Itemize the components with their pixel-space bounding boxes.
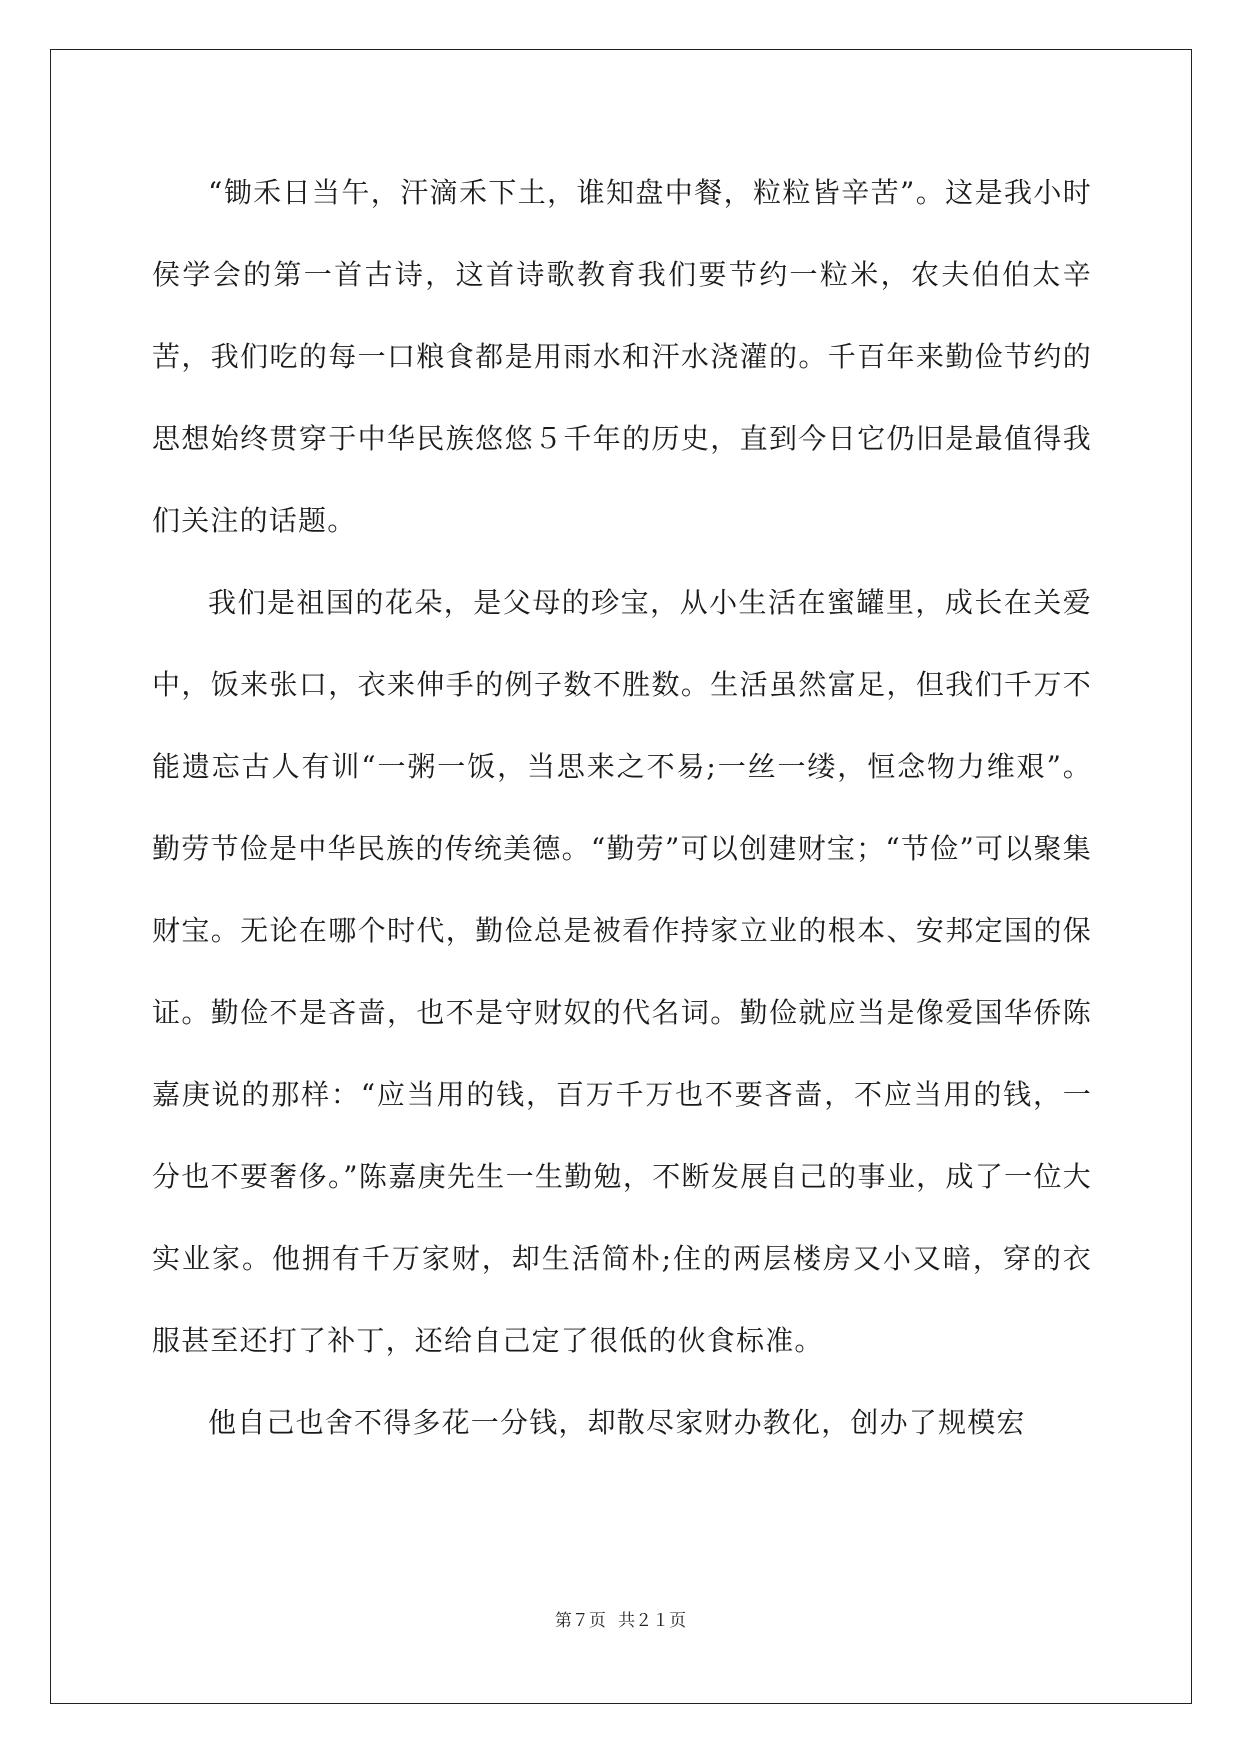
paragraph-2: 我们是祖国的花朵，是父母的珍宝，从小生活在蜜罐里，成长在关爱中，饭来张口，衣来伸手的例子数不胜数。生活虽然富足，但我们千万不能遗忘古人有训“一粥一饭，当思来之不易;一丝一缕，恒念物力维艰”。勤劳节俭是中华民族的传统美德。“勤劳”可以创建财宝；“节俭”可以聚集财宝。无论在哪个时代，勤俭总是被看作持家立业的根本、安邦定国的保证。勤俭不是吝啬，也不是守财奴的代名词。勤俭就应当是像爱国华侨陈嘉庚说的那样：“应当用的钱，百万千万也不要吝啬，不应当用的钱，一分也不要奢侈。”陈嘉庚先生一生勤勉，不断发展自己的事业，成了一位大实业家。他拥有千万家财，却生活简朴;住的两层楼房又小又暗，穿的衣服甚至还打了补丁，还给自己定了很低的伙食标准。 [152, 586, 1092, 1357]
page-footer [0, 1606, 1241, 1631]
page-number: 第７页 [554, 1611, 606, 1630]
paragraph-3: 他自己也舍不得多花一分钱，却散尽家财办教化，创办了规模宏 [208, 1406, 1026, 1439]
total-pages: 共２１页 [618, 1611, 687, 1630]
paragraph-1: “锄禾日当午，汗滴禾下土，谁知盘中餐，粒粒皆辛苦”。这是我小时侯学会的第一首古诗，这首诗歌教育我们要节约一粒米，农夫伯伯太辛苦，我们吃的每一口粮食都是用雨水和汗水浇灌的。千百年来勤俭节约的思想始终贯穿于中华民族悠悠５千年的历史，直到今日它仍旧是最值得我们关注的话题。 [152, 176, 1092, 537]
document-body [152, 152, 1092, 1464]
